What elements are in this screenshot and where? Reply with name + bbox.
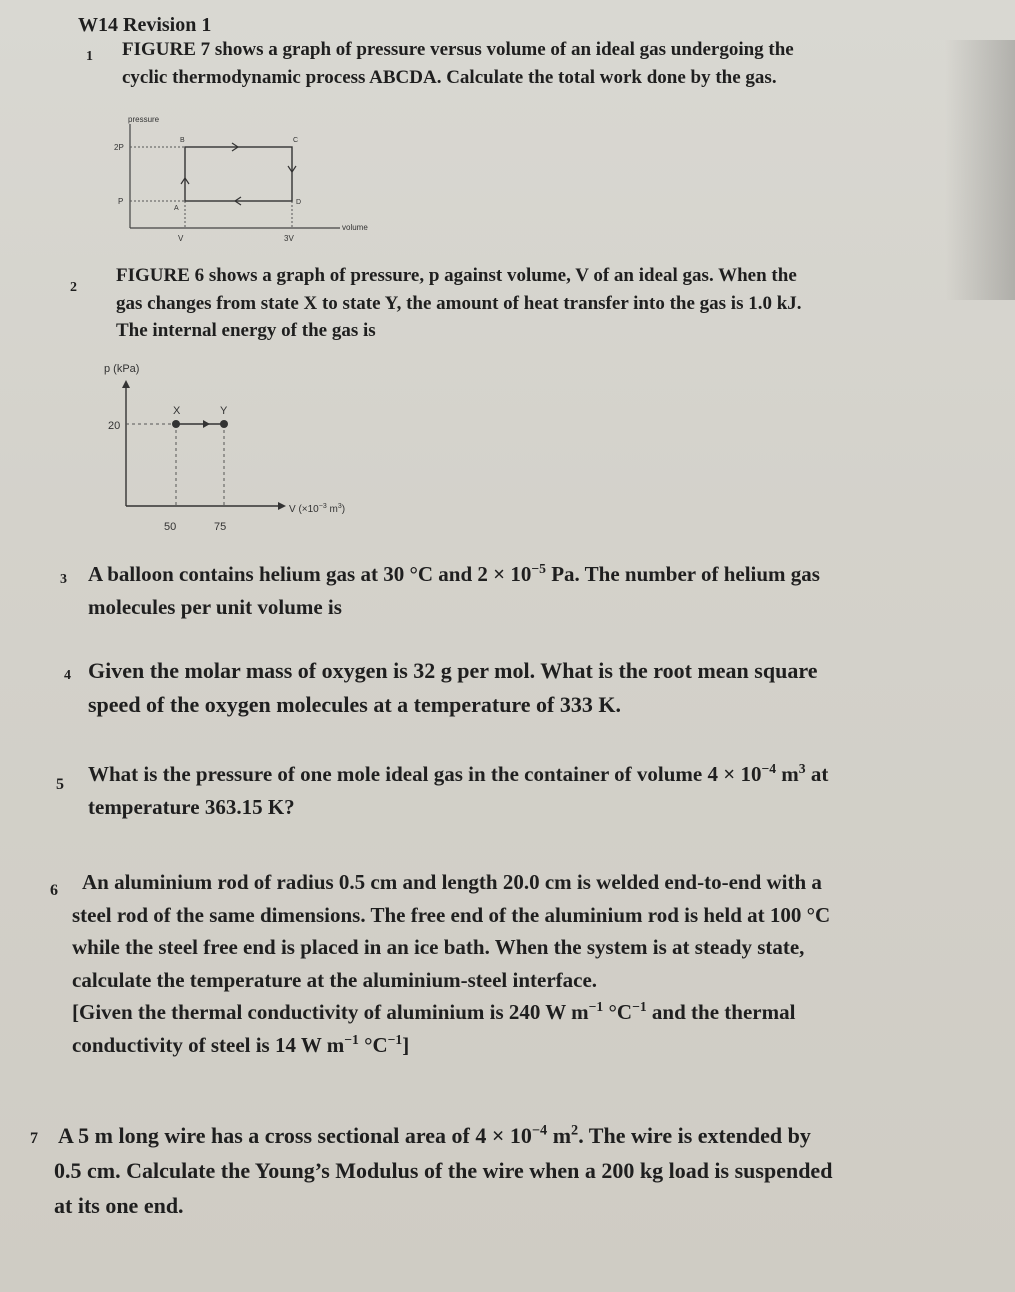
question-number-3: 3 xyxy=(60,572,67,587)
fig6-process-arrow xyxy=(203,420,210,428)
question-4-text: Given the molar mass of oxygen is 32 g per mol. What is the root mean square speed of the oxygen molecules at a temperature of 333 K. xyxy=(88,658,818,718)
question-number-2: 2 xyxy=(70,280,77,295)
question-number-7: 7 xyxy=(30,1130,38,1147)
page-title: W14 Revision 1 xyxy=(78,14,212,36)
fig6-tick-50: 50 xyxy=(164,521,177,533)
question-7-text: A 5 m long wire has a cross sectional area of $4 \times 10^{-4}$ $m^2$. The wire is extended by 0.5 cm. Calculate the Young’s Modulus of the wire when a 200 kg load is suspended at its one end. xyxy=(54,1122,833,1219)
question-2-text xyxy=(116,262,802,345)
figure-7-pv-cycle xyxy=(110,110,370,245)
fig7-tick-2p: 2P xyxy=(114,143,124,152)
question-1-line: FIGURE 7 shows a graph of pressure versus volume of an ideal gas undergoing the xyxy=(122,39,794,60)
fig7-y-axis-label: pressure xyxy=(128,115,160,124)
question-number-6: 6 xyxy=(50,882,58,899)
fig6-x-axis-label: V ($\times 10^{-3}$ $m^3$) xyxy=(289,503,346,515)
fig7-cycle-path xyxy=(185,147,292,201)
fig6-tick-75: 75 xyxy=(214,521,227,533)
question-1-line: cyclic thermodynamic process ABCDA. Calculate the total work done by the gas. xyxy=(122,66,777,88)
fig7-tick-3v: 3V xyxy=(284,234,294,243)
fig7-point-b: B xyxy=(180,137,185,144)
figure-6-pv-graph xyxy=(100,358,400,538)
fig6-point-x-dot xyxy=(172,420,180,428)
fig6-y-axis-label: p (kPa) xyxy=(104,363,140,375)
fig6-tick-20: 20 xyxy=(108,420,121,432)
question-2-line: The internal energy of the gas is xyxy=(116,320,376,342)
question-number-4: 4 xyxy=(64,668,71,683)
question-number-5: 5 xyxy=(56,776,64,793)
question-1-text xyxy=(122,36,794,91)
question-5-text: What is the pressure of one mole ideal gas in the container of volume $4 \times 10^{-4}$ $m^3$ at temperature 363.15 K? xyxy=(88,761,829,819)
fig6-point-y: Y xyxy=(220,405,228,417)
fig7-tick-v: V xyxy=(178,234,184,243)
question-2-line: FIGURE 6 shows a graph of pressure, p against volume, V of an ideal gas. When the xyxy=(116,265,797,286)
question-number-1: 1 xyxy=(86,49,93,64)
fig6-x-arrow xyxy=(278,502,286,510)
fig7-x-axis-label: volume xyxy=(342,223,368,232)
question-3-text: A balloon contains helium gas at 30 °C and $2 \times 10^{-5}$ Pa. The number of helium gas molecules per unit volume is xyxy=(88,561,820,619)
question-6-text: An aluminium rod of radius 0.5 cm and length 20.0 cm is welded end-to-end with a steel rod of the same dimensions. The free end of the aluminium rod is held at 100 °C while the steel free end is placed in an ice bath. When the system is at steady state, calculate the temperature at the aluminium-steel interface. [Given the thermal conductivity of aluminium is 240 W $m^{-1}$ $^\circ C^{-1}$ and the thermal conductivity of steel is 14 W $m^{-1}$ $^\circ C^{-1}$] xyxy=(72,870,831,1057)
fig6-y-arrow xyxy=(122,380,130,388)
fig7-tick-p: P xyxy=(118,197,124,206)
fig7-point-c: C xyxy=(293,137,299,144)
question-2-line: gas changes from state X to state Y, the amount of heat transfer into the gas is 1.0 kJ. xyxy=(116,292,802,314)
fig7-point-a: A xyxy=(174,205,179,212)
fig6-point-x: X xyxy=(173,405,181,417)
fig6-point-y-dot xyxy=(220,420,228,428)
page-edge-shadow xyxy=(945,40,1015,300)
fig7-point-d: D xyxy=(296,199,302,206)
